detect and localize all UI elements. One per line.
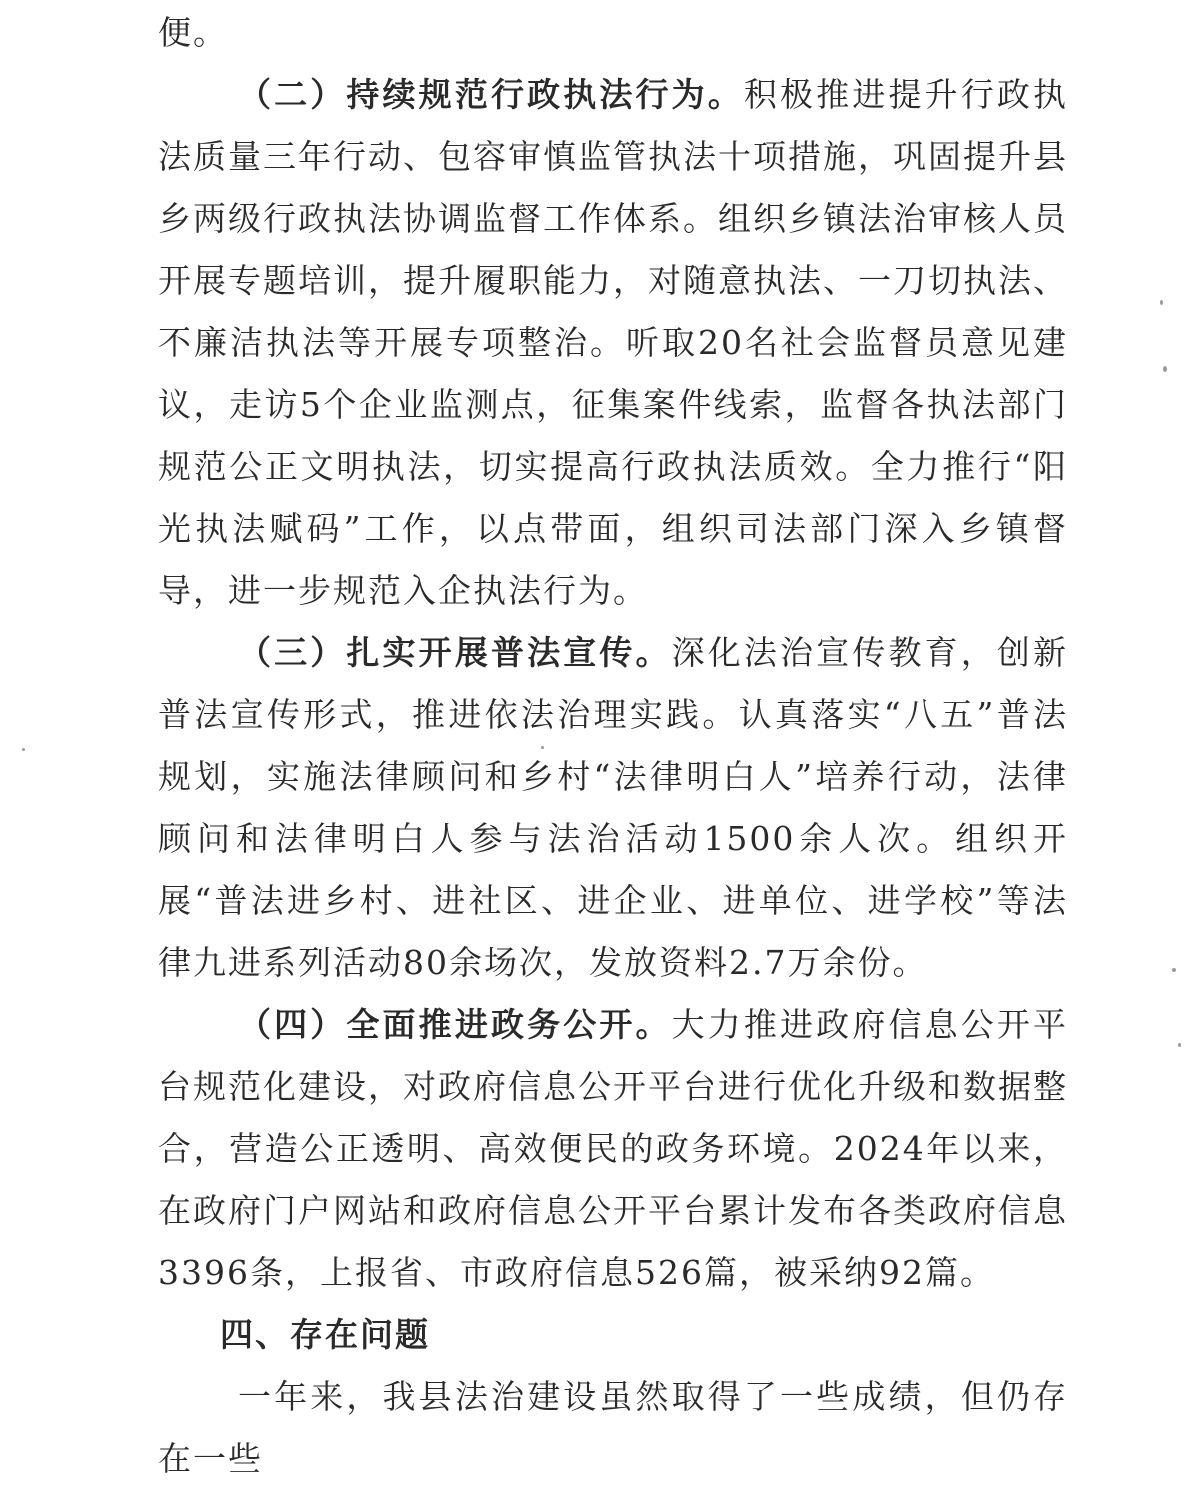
section-2-text: 积极推进提升行政执法质量三年行动、包容审慎监管执法十项措施，巩固提升县乡两级行政执法协调监督工作体系。组织乡镇法治审核人员开展专题培训，提升履职能力，对随意执法、一刀切执法、不廉洁执法等开展专项整治。听取20名社会监督员意见建议，走访5个企业监测点，征集案件线索，监督各执法部门规范公正文明执法，切实提高行政执法质效。全力推行“阳光执法赋码”工作，以点带面，组织司法部门深入乡镇督导，进一步规范入企执法行为。 bbox=[158, 75, 1069, 610]
scan-speck bbox=[1178, 1043, 1181, 1047]
section-3-text: 深化法治宣传教育，创新普法宣传形式，推进依法治理实践。认真落实“八五”普法规划，实施法律顾问和乡村“法律明白人”培养行动，法律顾问和法律明白人参与法治活动1500余人次。组织开展“普法进乡村、进社区、进企业、进单位、进学校”等法律九进系列活动80余场次，发放资料2.7万余份。 bbox=[158, 633, 1069, 982]
section-4-heading: （四）全面推进政务公开。 bbox=[238, 1005, 672, 1044]
section-3-heading: （三）扎实开展普法宣传。 bbox=[238, 633, 672, 672]
scan-speck bbox=[1172, 968, 1176, 972]
section-2 bbox=[158, 64, 1068, 622]
problems-heading: 四、存在问题 bbox=[220, 1315, 430, 1354]
section-4 bbox=[158, 994, 1068, 1304]
scan-speck bbox=[541, 746, 544, 749]
continuation-line: 便。 bbox=[158, 13, 228, 52]
scan-speck bbox=[1160, 300, 1163, 305]
section-4-text: 大力推进政府信息公开平台规范化建设，对政府信息公开平台进行优化升级和数据整合，营造公正透明、高效便民的政务环境。2024年以来，在政府门户网站和政府信息公开平台累计发布各类政府信息3396条，上报省、市政府信息526篇，被采纳92篇。 bbox=[158, 1005, 1069, 1292]
document-body bbox=[158, 2, 1068, 1490]
section-3 bbox=[158, 622, 1068, 994]
scan-speck bbox=[1163, 366, 1167, 372]
scan-speck bbox=[22, 748, 25, 751]
closing-paragraph: 一年来，我县法治建设虽然取得了一些成绩，但仍存在一些 bbox=[158, 1377, 1068, 1478]
section-2-heading: （二）持续规范行政执法行为。 bbox=[238, 75, 744, 114]
